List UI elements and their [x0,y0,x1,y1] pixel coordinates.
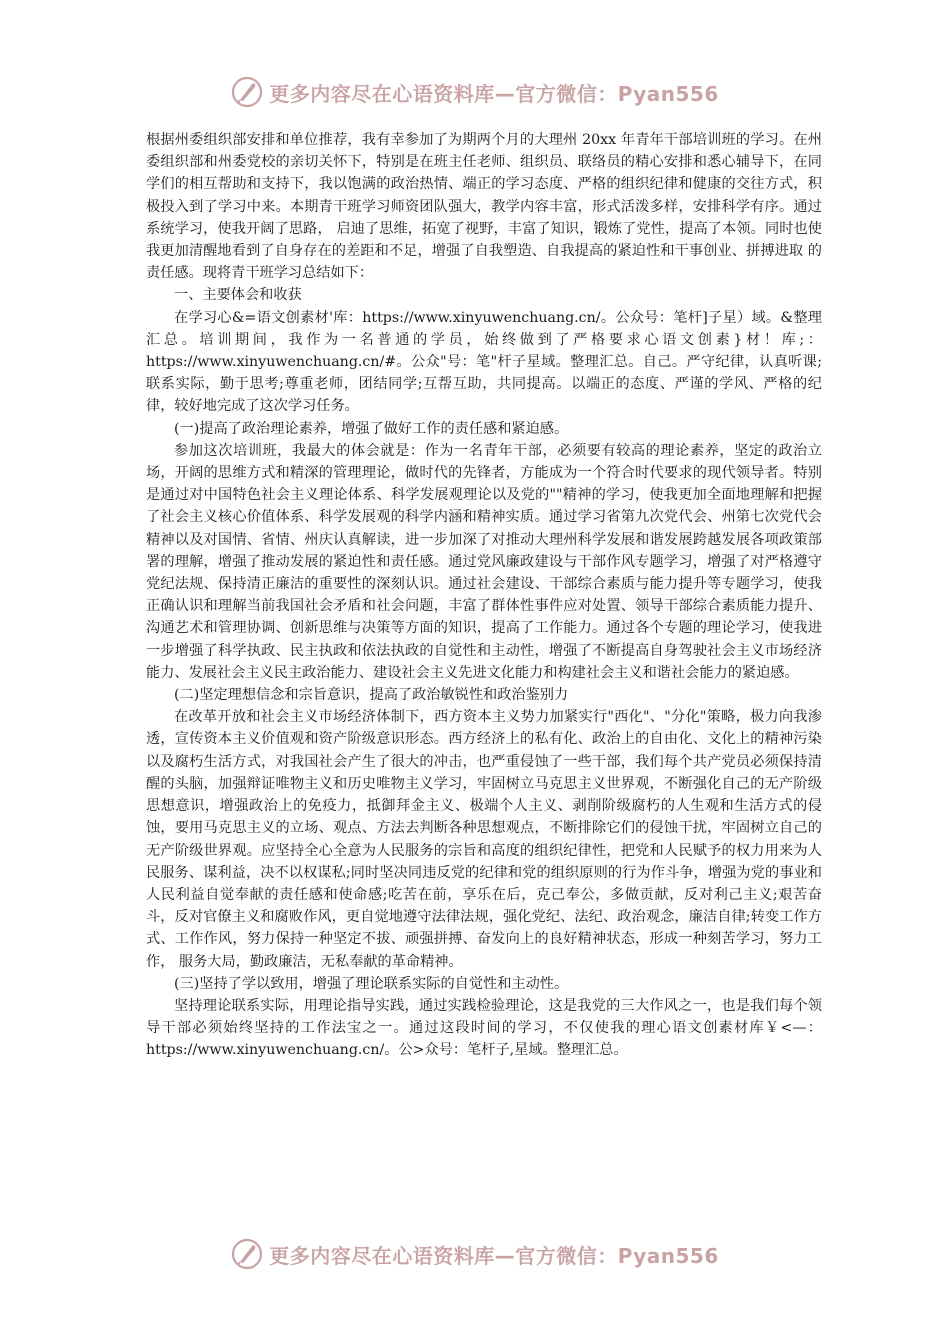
section-heading: 一、主要体会和收获 [174,287,302,304]
paragraph: 参加这次培训班，我最大的体会就是：作为一名青年干部，必须要有较高的理论素养，坚定的政治立场，开阔的思维方式和精深的管理理论，做时代的先锋者，方能成为一个符合时代要求的现代领导者。特别是通过对中国特色社会主义理论体系、科学发展观理论以及党的""精神的学习，使我更加全面地理解和把握了社会主义核心价值体系、科学发展观的科学内涵和精神实质。通过学习省第九次党代会、州第七次党代会精神以及对国情、省情、州庆认真解读，进一步加深了对推动大理州科学发展和谐发展跨越发展各项政策部署的理解，增强了推动发展的紧迫性和责任感。通过党风廉政建设与干部作风专题学习，增强了对严格遵守党纪法规、保持清正廉洁的重要性的深刻认识。通过社会建设、干部综合素质与能力提升等专题学习，使我正确认识和理解当前我国社会矛盾和社会问题，丰富了群体性事件应对处置、领导干部综合素质能力提升、沟通艺术和管理协调、创新思维与决策等方面的知识，提高了工作能力。通过各个专题的理论学习，使我进一步增强了科学执政、民主执政和依法执政的自觉性和主动性，增强了不断提高自身驾驶社会主义市场经济能力、发展社会主义民主政治能力、建设社会主义先进文化能力和构建社会主义和谐社会能力的紧迫感。 [146,442,822,681]
banner-text: 更多内容尽在心语资料库—官方微信：Pyan556 [269,1243,719,1268]
paragraph: 在改革开放和社会主义市场经济体制下，西方资本主义势力加紧实行"西化"、"分化"策略，极力向我渗透，宣传资本主义价值观和资产阶级意识形态。西方经济上的私有化、政治上的自由化、文化上的精神污染以及腐朽生活方式，对我国社会产生了很大的冲击，也严重侵蚀了一些干部，我们每个共产党员必须保持清醒的头脑，加强辩证唯物主义和历史唯物主义学习，牢固树立马克思主义世界观，不断强化自己的无产阶级思想意识，增强政治上的免疫力，抵御拜金主义、极端个人主义、剥削阶级腐朽的人生观和生活方式的侵蚀，要用马克思主义的立场、观点、方法去判断各种思想观点，不断排除它们的侵蚀干扰，牢固树立自己的无产阶级世界观。应坚持全心全意为人民服务的宗旨和高度的组织纪律性，把党和人民赋予的权力用来为人民服务、谋利益，决不以权谋私;同时坚决同违反党的纪律和党的组织原则的行为作斗争，增强为党的事业和人民利益自觉奉献的责任感和使命感;吃苦在前，享乐在后，克己奉公，多做贡献，反对利己主义;艰苦奋斗，反对官僚主义和腐败作风，更自觉地遵守法律法规，强化党纪、法纪、政治观念，廉洁自律;转变工作方式、工作作风，努力保持一种坚定不拔、顽强拼搏、奋发向上的良好精神状态，形成一种刻苦学习，努力工作， 服务大局，勤政廉洁，无私奉献的革命精神。 [146,709,822,970]
subsection-heading: (二)坚定理想信念和宗旨意识，提高了政治敏锐性和政治鉴别力 [174,687,569,704]
footer-banner [0,1232,950,1276]
header-banner [0,70,950,114]
paragraph: 在学习心&=语文创素材'库：https://www.xinyuwenchuang.cn/。公众号：笔杆]子星）域。&整理汇总。培训期间，我作为一名普通的学员，始终做到了严格要求心语文创素}材！库;：https://www.xinyuwenchuang.cn/#。公众"号：笔"杆子星域。整理汇总。自己。严守纪律，认真听课;联系实际，勤于思考;尊重老师，团结同学;互帮互助，共同提高。以端正的态度、严谨的学风、严格的纪律，较好地完成了这次学习任务。 [146,309,822,415]
paragraph: 坚持理论联系实际，用理论指导实践，通过实践检验理论，这是我党的三大作风之一，也是我们每个领导干部必须始终坚持的工作法宝之一。通过这段时间的学习，不仅使我的理心语文创素材库￥<—：https://www.xinyuwenchuang.cn/。公>众号：笔杆子,星域。整理汇总。 [146,997,822,1059]
banner-text: 更多内容尽在心语资料库—官方微信：Pyan556 [269,81,719,106]
paragraph-intro: 根据州委组织部安排和单位推荐，我有幸参加了为期两个月的大理州 20xx 年青年干部培训班的学习。在州委组织部和州委党校的亲切关怀下，特别是在班主任老师、组织员、联络员的精心安排和悉心辅导下，在同学们的相互帮助和支持下，我以饱满的政治热情、端正的学习态度、严格的组织纪律和健康的交往方式，积极投入到了学习中来。本期青干班学习师资团队强大，教学内容丰富，形式活泼多样，安排科学有序。通过系统学习，使我开阔了思路， 启迪了思维，拓宽了视野，丰富了知识，锻炼了党性，提高了本领。同时也使我更加清醒地看到了自身存在的差距和不足，增强了自我塑造、自我提高的紧迫性和干事创业、拼搏进取 的责任感。现将青干班学习总结如下： [146,132,822,282]
quill-pen-icon [231,76,263,108]
document-body [146,129,822,1062]
quill-pen-icon [231,1238,263,1270]
subsection-heading: (三)坚持了学以致用，增强了理论联系实际的自觉性和主动性。 [174,975,569,992]
subsection-heading: (一)提高了政治理论素养，增强了做好工作的责任感和紧迫感。 [174,420,569,437]
